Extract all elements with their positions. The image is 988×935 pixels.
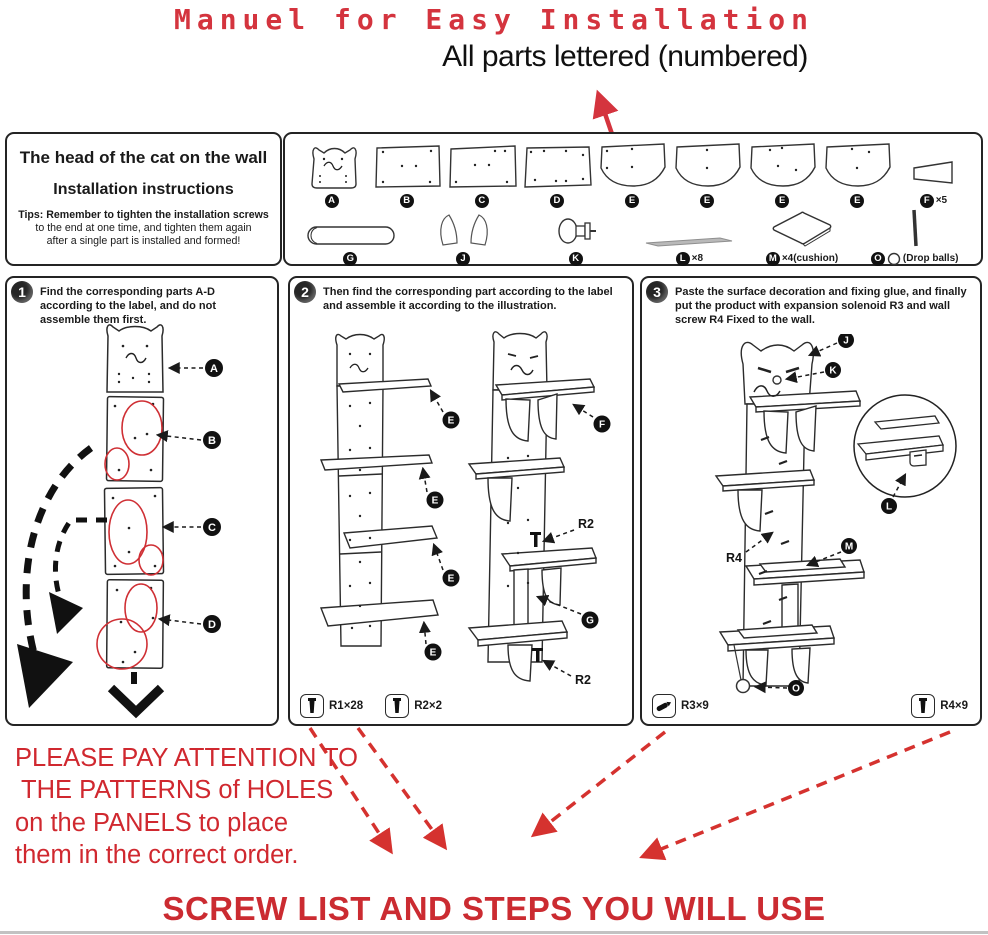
svg-text:E: E	[447, 573, 455, 585]
part-shape-shelf-icon	[748, 141, 818, 190]
step-1-panel	[5, 276, 279, 726]
part-item-m: M ×4(cushion)	[746, 209, 859, 266]
part-letter-badge: G	[343, 252, 357, 266]
part-letter-badge: E	[850, 194, 864, 208]
part-item-e4	[821, 141, 896, 208]
part-shape-panel-icon	[448, 143, 518, 190]
part-shape-cushion-icon	[770, 209, 834, 248]
part-letter-badge: B	[400, 194, 414, 208]
part-item-g	[295, 223, 408, 266]
step-3-screw-list	[652, 694, 968, 718]
step-number-badge: 2	[294, 281, 316, 303]
part-shape-wedge-icon	[910, 159, 956, 190]
svg-text:G: G	[586, 615, 594, 627]
svg-text:R2: R2	[578, 517, 594, 531]
part-item-f: F ×5	[896, 159, 971, 208]
ball-icon	[887, 252, 901, 266]
info-box-title: The head of the cat on the wall	[19, 148, 268, 167]
part-shape-shelf-icon	[598, 141, 668, 190]
anchor-r3-icon	[652, 694, 676, 718]
part-shape-cat-head-icon	[306, 143, 360, 190]
svg-text:E: E	[429, 647, 437, 659]
attention-note: PLEASE PAY ATTENTION TO THE PATTERNS of HOLES on the PANELS to place them in the correct order.	[15, 744, 358, 870]
part-shape-ears-icon	[433, 211, 495, 248]
part-item-j	[408, 211, 521, 266]
parts-legend	[283, 132, 983, 266]
svg-text:C: C	[208, 522, 216, 534]
svg-text:A: A	[210, 363, 218, 375]
part-shape-panel-icon	[523, 143, 593, 190]
svg-text:O: O	[792, 683, 800, 695]
part-item-c	[445, 143, 520, 208]
svg-text:K: K	[829, 365, 837, 377]
svg-text:L: L	[885, 501, 893, 513]
part-item-o: O (Drop balls)	[858, 208, 971, 266]
part-shape-shelf-icon	[673, 141, 743, 190]
screw-item-r2: R2×2	[385, 694, 442, 718]
part-item-e1	[595, 141, 670, 208]
screw-item-r1: R1×28	[300, 694, 363, 718]
part-letter-badge: E	[625, 194, 639, 208]
step-1-instruction: Find the corresponding parts A-D according to the label, and do not assemble them first.	[40, 286, 217, 327]
screw-pointer-arrows	[280, 722, 980, 890]
inset-detail-circle	[854, 395, 956, 497]
screw-r1-icon	[300, 694, 324, 718]
part-item-a	[295, 143, 370, 208]
part-item-l: L ×8	[633, 236, 746, 266]
part-shape-panel-icon	[373, 143, 443, 190]
part-letter-badge: M	[766, 252, 780, 266]
part-shape-shelf-icon	[823, 141, 893, 190]
red-up-arrow-icon	[582, 80, 626, 138]
screw-r4-icon	[911, 694, 935, 718]
parts-row-1	[295, 141, 971, 208]
part-letter-badge: J	[456, 252, 470, 266]
footer-title: SCREW LIST AND STEPS YOU WILL USE	[162, 890, 826, 927]
svg-text:D: D	[208, 619, 216, 631]
screw-r2-icon	[385, 694, 409, 718]
info-box-tips: Tips: Remember to tighten the installation screws to the end at one time, and tighten them again after a single part is installed and formed!	[18, 209, 269, 247]
svg-text:B: B	[208, 435, 216, 447]
page-title: Manuel for Easy Installation	[173, 3, 814, 36]
screw-item-r3: R3×9	[652, 694, 709, 718]
step-2-panel	[288, 276, 634, 726]
step-1-diagram	[7, 322, 277, 722]
page-subtitle: All parts lettered (numbered)	[442, 40, 808, 73]
svg-text:M: M	[844, 541, 854, 553]
part-item-d	[520, 143, 595, 208]
drop-ball	[737, 680, 750, 693]
part-letter-badge: O	[871, 252, 885, 266]
step-3-instruction: Paste the surface decoration and fixing glue, and finally put the product with expansion solenoid R3 and wall screw R4 Fixed to the wall.	[675, 286, 967, 327]
part-letter-badge: E	[700, 194, 714, 208]
part-shape-knob-icon	[555, 215, 599, 248]
part-letter-badge: L	[676, 252, 690, 266]
info-box-subtitle: Installation instructions	[53, 181, 234, 198]
step-number-badge: 3	[646, 281, 668, 303]
screw-item-r4: R4×9	[911, 694, 968, 718]
step-2-screw-list	[300, 694, 620, 718]
part-shape-drop-ball-icon	[900, 208, 930, 248]
part-shape-bar-icon	[644, 236, 734, 248]
svg-text:R2: R2	[575, 673, 591, 687]
part-item-e3	[746, 141, 821, 208]
part-letter-badge: C	[475, 194, 489, 208]
step-3-diagram	[642, 334, 980, 702]
step-2-diagram	[290, 328, 632, 690]
step-number-badge: 1	[11, 281, 33, 303]
part-shape-post-icon	[302, 223, 400, 248]
page-bottom-edge	[0, 931, 988, 934]
svg-text:R4: R4	[726, 551, 742, 565]
svg-text:J: J	[843, 335, 849, 347]
part-item-e2	[671, 141, 746, 208]
step-2-instruction: Then find the corresponding part according to the label and assemble it according to the illustration.	[323, 286, 613, 313]
part-letter-badge: K	[569, 252, 583, 266]
svg-text:E: E	[431, 495, 439, 507]
part-letter-badge: F	[920, 194, 934, 208]
part-item-b	[370, 143, 445, 208]
step-3-panel	[640, 276, 982, 726]
info-box	[5, 132, 282, 266]
svg-text:F: F	[598, 419, 606, 431]
part-letter-badge: D	[550, 194, 564, 208]
part-item-k	[520, 215, 633, 266]
parts-row-2	[295, 208, 971, 266]
part-letter-badge: E	[775, 194, 789, 208]
part-letter-badge: A	[325, 194, 339, 208]
svg-text:E: E	[447, 415, 455, 427]
